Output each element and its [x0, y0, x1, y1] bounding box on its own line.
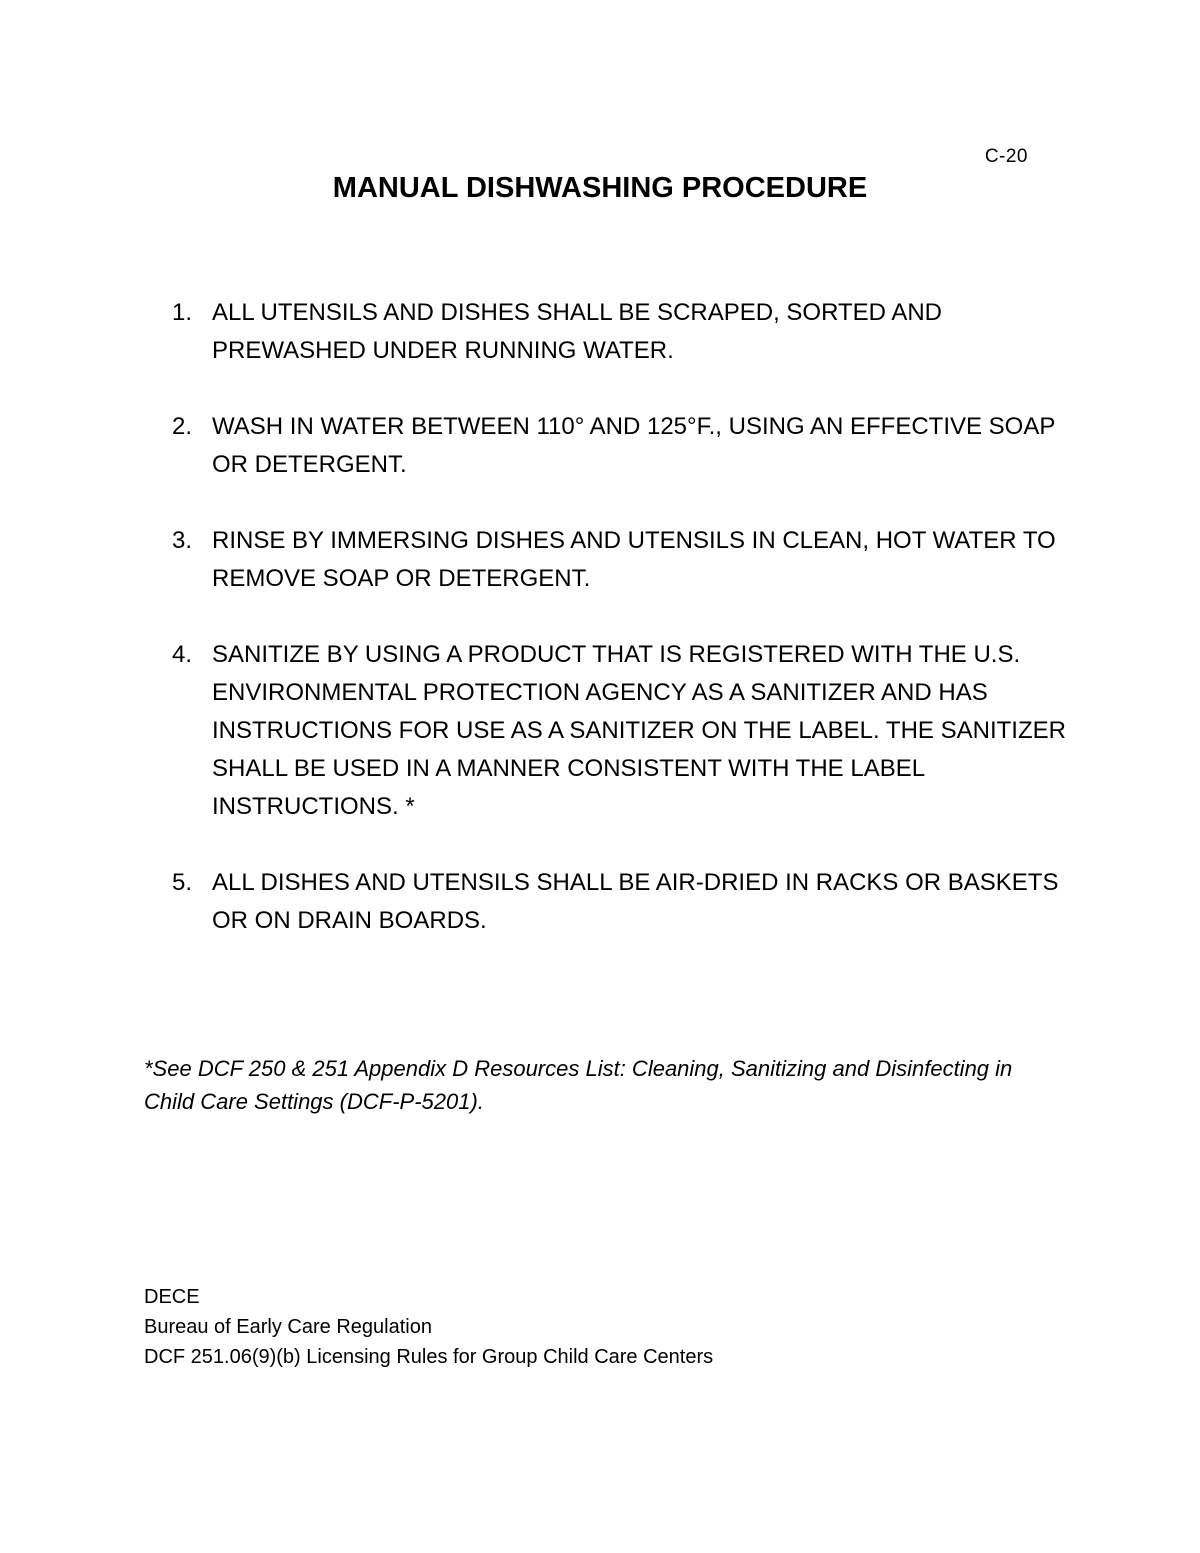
footnote: *See DCF 250 & 251 Appendix D Resources List: Cleaning, Sanitizing and Disinfecting in Child Care Settings (DCF-P-5201). — [144, 1056, 1013, 1114]
procedure-steps-list — [172, 294, 1072, 978]
page-title: MANUAL DISHWASHING PROCEDURE — [332, 172, 868, 204]
footer-bureau: Bureau of Early Care Regulation — [144, 1316, 432, 1338]
step-number: 5. — [172, 869, 193, 896]
step-number: 1. — [172, 299, 193, 326]
procedure-step — [172, 864, 1072, 940]
procedure-step — [172, 408, 1072, 484]
procedure-step — [172, 636, 1072, 826]
step-text: ALL DISHES AND UTENSILS SHALL BE AIR-DRIED IN RACKS OR BASKETS OR ON DRAIN BOARDS. — [212, 869, 1059, 934]
procedure-step — [172, 522, 1072, 598]
footer — [144, 1282, 713, 1372]
step-number: 4. — [172, 641, 193, 668]
step-number: 2. — [172, 413, 193, 440]
footer-agency: DECE — [144, 1286, 200, 1308]
step-text: RINSE BY IMMERSING DISHES AND UTENSILS IN CLEAN, HOT WATER TO REMOVE SOAP OR DETERGENT. — [212, 527, 1056, 592]
step-text: SANITIZE BY USING A PRODUCT THAT IS REGISTERED WITH THE U.S. ENVIRONMENTAL PROTECTION AGENCY AS A SANITIZER AND HAS INSTRUCTIONS FOR USE AS A SANITIZER ON THE LABEL. THE SANITIZER SHALL BE USED IN A MANNER CONSISTENT WITH THE LABEL INSTRUCTIONS. * — [212, 641, 1066, 820]
step-text: WASH IN WATER BETWEEN 110° AND 125°F., USING AN EFFECTIVE SOAP OR DETERGENT. — [212, 413, 1055, 478]
step-number: 3. — [172, 527, 193, 554]
procedure-step — [172, 294, 1072, 370]
page-code: C-20 — [984, 146, 1028, 167]
footer-rule-reference: DCF 251.06(9)(b) Licensing Rules for Group Child Care Centers — [144, 1346, 714, 1368]
step-text: ALL UTENSILS AND DISHES SHALL BE SCRAPED, SORTED AND PREWASHED UNDER RUNNING WATER. — [212, 299, 943, 364]
